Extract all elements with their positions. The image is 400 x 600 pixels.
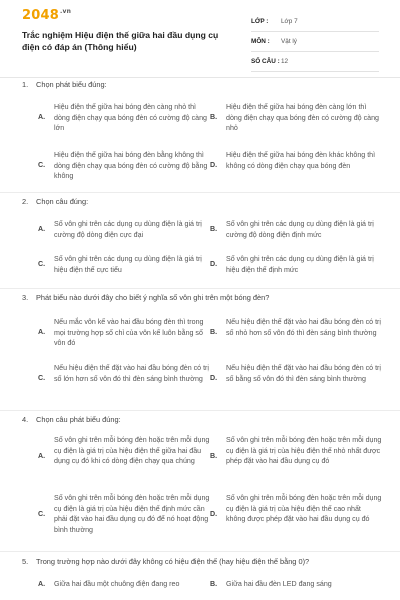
option-letter: B. <box>210 225 218 233</box>
option-letter: C. <box>38 374 46 382</box>
option-letter: A. <box>38 580 46 588</box>
meta-class <box>251 12 379 32</box>
option-text: Số vôn ghi trên các dụng cụ dùng điện là giá trị cường độ dòng điện định mức <box>226 220 374 239</box>
option-letter: C. <box>38 510 46 518</box>
question-separator <box>0 410 400 411</box>
option-letter: B. <box>210 452 218 460</box>
option-letter: B. <box>210 580 218 588</box>
meta-value: 12 <box>281 58 289 65</box>
option-letter: A. <box>38 452 46 460</box>
option-text: Hiệu điện thế giữa hai bóng đèn càng nhỏ thì dòng điện chạy qua bóng đèn có cường độ càng lớn <box>54 103 207 132</box>
option-letter: D. <box>210 374 218 382</box>
option-text: Số vôn ghi trên mỗi bóng đèn hoặc trên mỗi dụng cụ điện là giá trị của hiệu điện thế giữa hai đầu dụng cụ đó khi có dòng điện chạy qua chúng <box>54 436 210 465</box>
option-text: Nếu mắc vôn kế vào hai đầu bóng đèn thì trong mọi trường hợp số chỉ của vôn kế luôn bằng số vôn đó <box>54 318 204 347</box>
option-letter: C. <box>38 260 46 268</box>
option-text: Số vôn ghi trên mỗi bóng đèn hoặc trên mỗi dụng cụ điện là giá trị của hiệu điện thế nhỏ nhất được phép đặt vào hai đầu dụng cụ đó <box>226 436 382 465</box>
question-text <box>22 557 309 566</box>
option-text: Hiệu điện thế giữa hai bóng đèn khác không thì không có dòng điện chạy qua bóng đèn <box>226 151 376 170</box>
meta-label: LỚP : <box>251 18 269 25</box>
question-text <box>22 197 88 206</box>
option-letter: C. <box>38 161 46 169</box>
question-separator <box>0 192 400 193</box>
option-letter: D. <box>210 510 218 518</box>
question-number: 1. <box>22 80 29 89</box>
question-separator <box>0 551 400 552</box>
question-text <box>22 80 107 89</box>
question-prompt: Chọn câu đúng: <box>36 197 89 206</box>
logo-text: 2048 <box>22 8 59 23</box>
option-letter: B. <box>210 328 218 336</box>
question-prompt: Trong trường hợp nào dưới đây không có hiệu điện thế (hay hiệu điện thế bằng 0)? <box>36 557 310 566</box>
question-separator <box>0 288 400 289</box>
question-number: 3. <box>22 293 29 302</box>
header-divider <box>0 77 400 78</box>
page-title: Trắc nghiệm Hiệu điện thế giữa hai đầu dụng cụ điện có đáp án (Thông hiểu) <box>22 30 219 52</box>
question-text <box>22 415 121 424</box>
option-text: Nếu hiệu điện thế đặt vào hai đầu bóng đèn có trị số lớn hơn số vôn đó thì đèn sáng bình thường <box>54 364 209 383</box>
site-logo[interactable] <box>22 8 71 23</box>
option-text: Số vôn ghi trên mỗi bóng đèn hoặc trên mỗi dụng cụ điện là giá trị của hiệu điện thế định mức cần phải đặt vào hai đầu dụng cụ đó để nó hoạt động bình thường <box>54 494 210 534</box>
question-prompt: Chọn câu phát biểu đúng: <box>36 415 121 424</box>
meta-value: Lớp 7 <box>281 18 298 25</box>
option-text: Hiệu điện thế giữa hai bóng đèn bằng không thì dòng điện chạy qua bóng đèn có cường độ bằng không <box>54 151 208 180</box>
option-text: Nếu hiệu điện thế đặt vào hai đầu bóng đèn có trị số bằng số vôn đó thì đèn sáng bình thường <box>226 364 381 383</box>
meta-label: MÔN : <box>251 38 270 45</box>
option-text: Hiệu điện thế giữa hai bóng đèn càng lớn thì dòng điện chạy qua bóng đèn có cường độ càng nhỏ <box>226 103 379 132</box>
option-text: Giữa hai đầu một chuông điện đang reo <box>54 580 180 588</box>
option-letter: A. <box>38 328 46 336</box>
question-number: 5. <box>22 557 29 566</box>
quiz-meta <box>251 12 379 72</box>
meta-label: SỐ CÂU : <box>251 58 280 65</box>
option-letter: A. <box>38 225 46 233</box>
option-text: Số vôn ghi trên mỗi bóng đèn hoặc trên mỗi dụng cụ điện là giá trị của hiệu điện thế cao nhất không được phép đặt vào hai đầu dụng cụ đó <box>226 494 382 523</box>
question-prompt: Phát biểu nào dưới đây cho biết ý nghĩa số vôn ghi trên một bóng đèn? <box>36 293 270 302</box>
option-letter: A. <box>38 113 46 121</box>
question-number: 4. <box>22 415 29 424</box>
option-letter: B. <box>210 113 218 121</box>
page-header <box>0 0 400 70</box>
option-text: Số vôn ghi trên các dụng cụ dùng điện là giá trị hiệu điện thế cực tiểu <box>54 255 202 274</box>
meta-question-count <box>251 52 379 72</box>
question-text <box>22 293 269 302</box>
meta-subject <box>251 32 379 52</box>
meta-value: Vật lý <box>281 38 297 45</box>
option-text: Số vôn ghi trên các dụng cụ dùng điện là giá trị hiệu điện thế định mức <box>226 255 374 274</box>
option-text: Giữa hai đầu đèn LED đang sáng <box>226 580 332 588</box>
question-number: 2. <box>22 197 29 206</box>
option-letter: D. <box>210 161 218 169</box>
option-letter: D. <box>210 260 218 268</box>
option-text: Nếu hiệu điện thế đặt vào hai đầu bóng đèn có trị số nhỏ hơn số vôn đó thì đèn sáng bình thường <box>226 318 381 337</box>
question-prompt: Chọn phát biểu đúng: <box>36 80 107 89</box>
option-text: Số vôn ghi trên các dụng cụ dùng điện là giá trị cường độ dòng điện cực đại <box>54 220 202 239</box>
logo-suffix: .vn <box>59 8 72 15</box>
